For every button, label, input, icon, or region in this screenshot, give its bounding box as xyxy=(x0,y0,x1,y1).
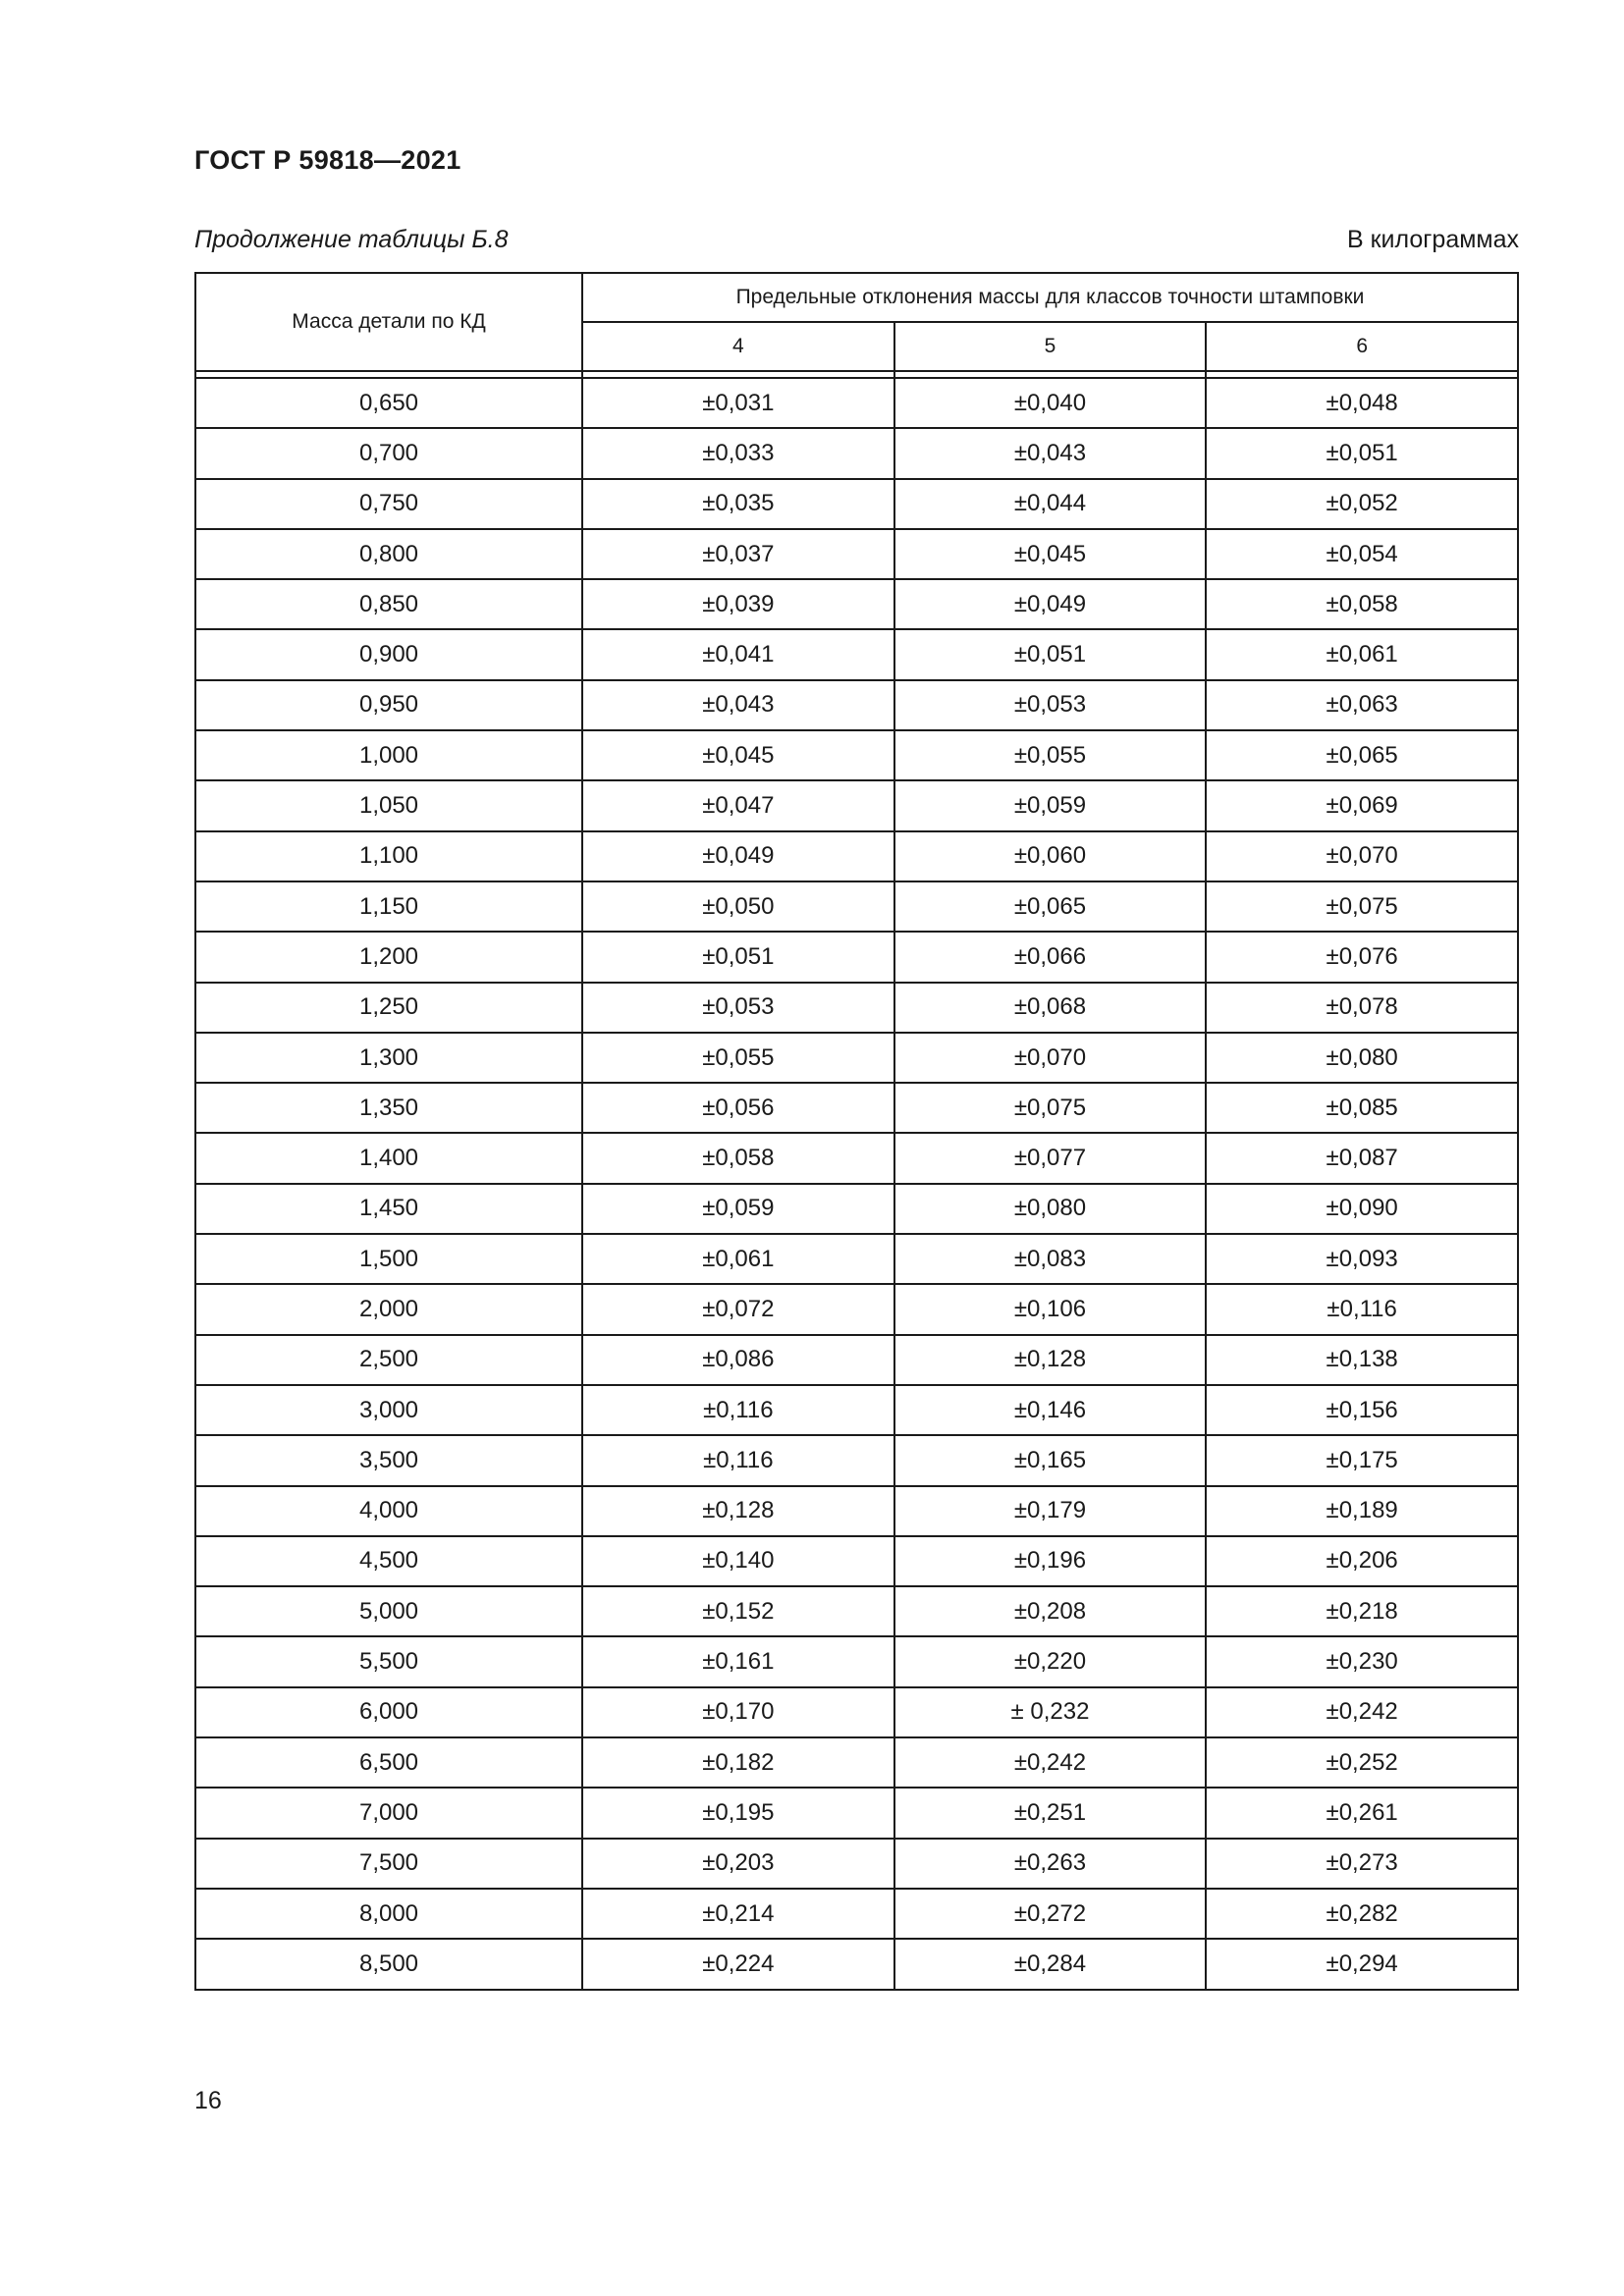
cell-class-5: ±0,284 xyxy=(894,1939,1207,1989)
table-row xyxy=(195,1184,1518,1234)
cell-class-4: ±0,031 xyxy=(582,378,894,428)
header-class-5: 5 xyxy=(894,322,1207,371)
cell-class-4: ±0,043 xyxy=(582,680,894,730)
cell-class-4: ±0,047 xyxy=(582,780,894,830)
cell-class-4: ±0,049 xyxy=(582,831,894,881)
cell-class-4: ±0,059 xyxy=(582,1184,894,1234)
cell-class-4: ±0,041 xyxy=(582,629,894,679)
cell-class-4: ±0,203 xyxy=(582,1839,894,1889)
cell-class-4: ±0,214 xyxy=(582,1889,894,1939)
cell-mass: 3,500 xyxy=(195,1435,582,1485)
table-row xyxy=(195,1284,1518,1334)
cell-class-5: ±0,060 xyxy=(894,831,1207,881)
cell-class-5: ±0,196 xyxy=(894,1536,1207,1586)
table-row xyxy=(195,1486,1518,1536)
cell-class-6: ±0,116 xyxy=(1206,1284,1518,1334)
cell-class-6: ±0,069 xyxy=(1206,780,1518,830)
cell-class-5: ±0,106 xyxy=(894,1284,1207,1334)
cell-class-4: ±0,051 xyxy=(582,932,894,982)
cell-mass: 4,500 xyxy=(195,1536,582,1586)
cell-class-5: ±0,066 xyxy=(894,932,1207,982)
cell-class-5: ±0,053 xyxy=(894,680,1207,730)
cell-mass: 2,500 xyxy=(195,1335,582,1385)
header-class-4: 4 xyxy=(582,322,894,371)
cell-mass: 6,000 xyxy=(195,1687,582,1737)
cell-class-4: ±0,152 xyxy=(582,1586,894,1636)
cell-class-6: ±0,282 xyxy=(1206,1889,1518,1939)
document-standard-title: ГОСТ Р 59818—2021 xyxy=(194,145,461,175)
table-row xyxy=(195,983,1518,1033)
cell-class-6: ±0,156 xyxy=(1206,1385,1518,1435)
cell-class-4: ±0,033 xyxy=(582,428,894,478)
cell-class-4: ±0,039 xyxy=(582,579,894,629)
cell-class-4: ±0,055 xyxy=(582,1033,894,1083)
cell-mass: 3,000 xyxy=(195,1385,582,1435)
table-row xyxy=(195,831,1518,881)
cell-class-6: ±0,065 xyxy=(1206,730,1518,780)
table-row xyxy=(195,1737,1518,1788)
cell-class-5: ±0,220 xyxy=(894,1636,1207,1686)
cell-class-4: ±0,161 xyxy=(582,1636,894,1686)
cell-class-5: ±0,263 xyxy=(894,1839,1207,1889)
table-row xyxy=(195,1636,1518,1686)
cell-class-4: ±0,058 xyxy=(582,1133,894,1183)
cell-class-5: ±0,049 xyxy=(894,579,1207,629)
table-row xyxy=(195,1788,1518,1838)
cell-class-5: ±0,055 xyxy=(894,730,1207,780)
cell-mass: 5,000 xyxy=(195,1586,582,1636)
cell-class-4: ±0,170 xyxy=(582,1687,894,1737)
table-row xyxy=(195,881,1518,932)
cell-class-4: ±0,050 xyxy=(582,881,894,932)
cell-class-4: ±0,182 xyxy=(582,1737,894,1788)
cell-mass: 2,000 xyxy=(195,1284,582,1334)
cell-class-6: ±0,058 xyxy=(1206,579,1518,629)
table-row xyxy=(195,378,1518,428)
table-row xyxy=(195,1939,1518,1989)
table-caption: Продолжение таблицы Б.8 xyxy=(194,226,509,253)
cell-mass: 1,250 xyxy=(195,983,582,1033)
cell-class-4: ±0,224 xyxy=(582,1939,894,1989)
cell-class-4: ±0,045 xyxy=(582,730,894,780)
cell-class-4: ±0,086 xyxy=(582,1335,894,1385)
cell-class-5: ±0,040 xyxy=(894,378,1207,428)
cell-mass: 1,400 xyxy=(195,1133,582,1183)
cell-class-6: ±0,252 xyxy=(1206,1737,1518,1788)
cell-mass: 0,750 xyxy=(195,479,582,529)
cell-class-6: ±0,294 xyxy=(1206,1939,1518,1989)
cell-class-6: ±0,218 xyxy=(1206,1586,1518,1636)
cell-class-6: ±0,189 xyxy=(1206,1486,1518,1536)
cell-class-6: ±0,085 xyxy=(1206,1083,1518,1133)
cell-mass: 1,450 xyxy=(195,1184,582,1234)
cell-mass: 8,000 xyxy=(195,1889,582,1939)
cell-mass: 0,800 xyxy=(195,529,582,579)
table-caption-row xyxy=(194,226,1519,259)
cell-mass: 1,200 xyxy=(195,932,582,982)
cell-class-6: ±0,063 xyxy=(1206,680,1518,730)
table-row xyxy=(195,680,1518,730)
cell-mass: 1,100 xyxy=(195,831,582,881)
cell-mass: 1,050 xyxy=(195,780,582,830)
header-separator xyxy=(195,371,1518,378)
cell-class-5: ±0,070 xyxy=(894,1033,1207,1083)
cell-mass: 5,500 xyxy=(195,1636,582,1686)
cell-class-4: ±0,061 xyxy=(582,1234,894,1284)
cell-class-6: ±0,054 xyxy=(1206,529,1518,579)
cell-mass: 0,900 xyxy=(195,629,582,679)
cell-class-5: ±0,208 xyxy=(894,1586,1207,1636)
cell-class-4: ±0,128 xyxy=(582,1486,894,1536)
cell-class-6: ±0,087 xyxy=(1206,1133,1518,1183)
cell-class-5: ±0,045 xyxy=(894,529,1207,579)
cell-mass: 0,950 xyxy=(195,680,582,730)
table-row xyxy=(195,579,1518,629)
cell-mass: 4,000 xyxy=(195,1486,582,1536)
cell-class-5: ±0,128 xyxy=(894,1335,1207,1385)
table-row xyxy=(195,1133,1518,1183)
table-row xyxy=(195,1033,1518,1083)
table-row xyxy=(195,529,1518,579)
cell-class-6: ±0,261 xyxy=(1206,1788,1518,1838)
cell-class-5: ±0,179 xyxy=(894,1486,1207,1536)
cell-mass: 0,650 xyxy=(195,378,582,428)
cell-class-6: ±0,075 xyxy=(1206,881,1518,932)
cell-class-5: ±0,065 xyxy=(894,881,1207,932)
cell-mass: 1,300 xyxy=(195,1033,582,1083)
cell-class-5: ±0,077 xyxy=(894,1133,1207,1183)
cell-mass: 8,500 xyxy=(195,1939,582,1989)
cell-class-4: ±0,035 xyxy=(582,479,894,529)
cell-mass: 1,500 xyxy=(195,1234,582,1284)
page-number: 16 xyxy=(194,2087,222,2114)
cell-class-6: ±0,242 xyxy=(1206,1687,1518,1737)
cell-class-4: ±0,116 xyxy=(582,1435,894,1485)
cell-class-6: ±0,052 xyxy=(1206,479,1518,529)
cell-class-5: ±0,272 xyxy=(894,1889,1207,1939)
cell-class-4: ±0,072 xyxy=(582,1284,894,1334)
table-body xyxy=(195,378,1518,1990)
cell-class-5: ±0,080 xyxy=(894,1184,1207,1234)
cell-class-6: ±0,078 xyxy=(1206,983,1518,1033)
cell-class-6: ±0,076 xyxy=(1206,932,1518,982)
cell-class-5: ±0,146 xyxy=(894,1385,1207,1435)
table-row xyxy=(195,1083,1518,1133)
units-note: В килограммах xyxy=(1347,226,1519,253)
cell-class-6: ±0,206 xyxy=(1206,1536,1518,1586)
cell-class-4: ±0,116 xyxy=(582,1385,894,1435)
cell-class-5: ±0,075 xyxy=(894,1083,1207,1133)
cell-class-6: ±0,093 xyxy=(1206,1234,1518,1284)
cell-mass: 7,500 xyxy=(195,1839,582,1889)
cell-class-4: ±0,056 xyxy=(582,1083,894,1133)
cell-class-5: ±0,068 xyxy=(894,983,1207,1033)
cell-class-6: ±0,048 xyxy=(1206,378,1518,428)
cell-mass: 0,700 xyxy=(195,428,582,478)
table-row xyxy=(195,1385,1518,1435)
cell-mass: 6,500 xyxy=(195,1737,582,1788)
table-row xyxy=(195,629,1518,679)
table-row xyxy=(195,1839,1518,1889)
header-deviation-group: Предельные отклонения массы для классов точности штамповки xyxy=(582,273,1518,322)
cell-mass: 1,350 xyxy=(195,1083,582,1133)
cell-class-5: ± 0,232 xyxy=(894,1687,1207,1737)
header-mass: Масса детали по КД xyxy=(195,273,582,371)
table-row xyxy=(195,428,1518,478)
table-row xyxy=(195,479,1518,529)
table-row xyxy=(195,1234,1518,1284)
table-row xyxy=(195,780,1518,830)
cell-mass: 7,000 xyxy=(195,1788,582,1838)
mass-deviation-table xyxy=(194,272,1519,1991)
cell-class-4: ±0,037 xyxy=(582,529,894,579)
cell-class-5: ±0,165 xyxy=(894,1435,1207,1485)
cell-class-6: ±0,061 xyxy=(1206,629,1518,679)
cell-mass: 1,000 xyxy=(195,730,582,780)
cell-class-6: ±0,230 xyxy=(1206,1636,1518,1686)
cell-class-6: ±0,070 xyxy=(1206,831,1518,881)
cell-mass: 1,150 xyxy=(195,881,582,932)
cell-class-6: ±0,138 xyxy=(1206,1335,1518,1385)
cell-class-6: ±0,175 xyxy=(1206,1435,1518,1485)
table-row xyxy=(195,1687,1518,1737)
table-row xyxy=(195,1435,1518,1485)
cell-class-4: ±0,195 xyxy=(582,1788,894,1838)
cell-class-6: ±0,051 xyxy=(1206,428,1518,478)
cell-mass: 0,850 xyxy=(195,579,582,629)
table-row xyxy=(195,1889,1518,1939)
cell-class-5: ±0,044 xyxy=(894,479,1207,529)
cell-class-4: ±0,053 xyxy=(582,983,894,1033)
cell-class-6: ±0,080 xyxy=(1206,1033,1518,1083)
table-row xyxy=(195,1335,1518,1385)
cell-class-6: ±0,090 xyxy=(1206,1184,1518,1234)
cell-class-5: ±0,043 xyxy=(894,428,1207,478)
cell-class-6: ±0,273 xyxy=(1206,1839,1518,1889)
table-row xyxy=(195,1586,1518,1636)
cell-class-5: ±0,242 xyxy=(894,1737,1207,1788)
cell-class-5: ±0,059 xyxy=(894,780,1207,830)
table-row xyxy=(195,730,1518,780)
cell-class-4: ±0,140 xyxy=(582,1536,894,1586)
cell-class-5: ±0,083 xyxy=(894,1234,1207,1284)
header-class-6: 6 xyxy=(1206,322,1518,371)
cell-class-5: ±0,251 xyxy=(894,1788,1207,1838)
table-header xyxy=(195,273,1518,378)
table-row xyxy=(195,932,1518,982)
table-row xyxy=(195,1536,1518,1586)
cell-class-5: ±0,051 xyxy=(894,629,1207,679)
